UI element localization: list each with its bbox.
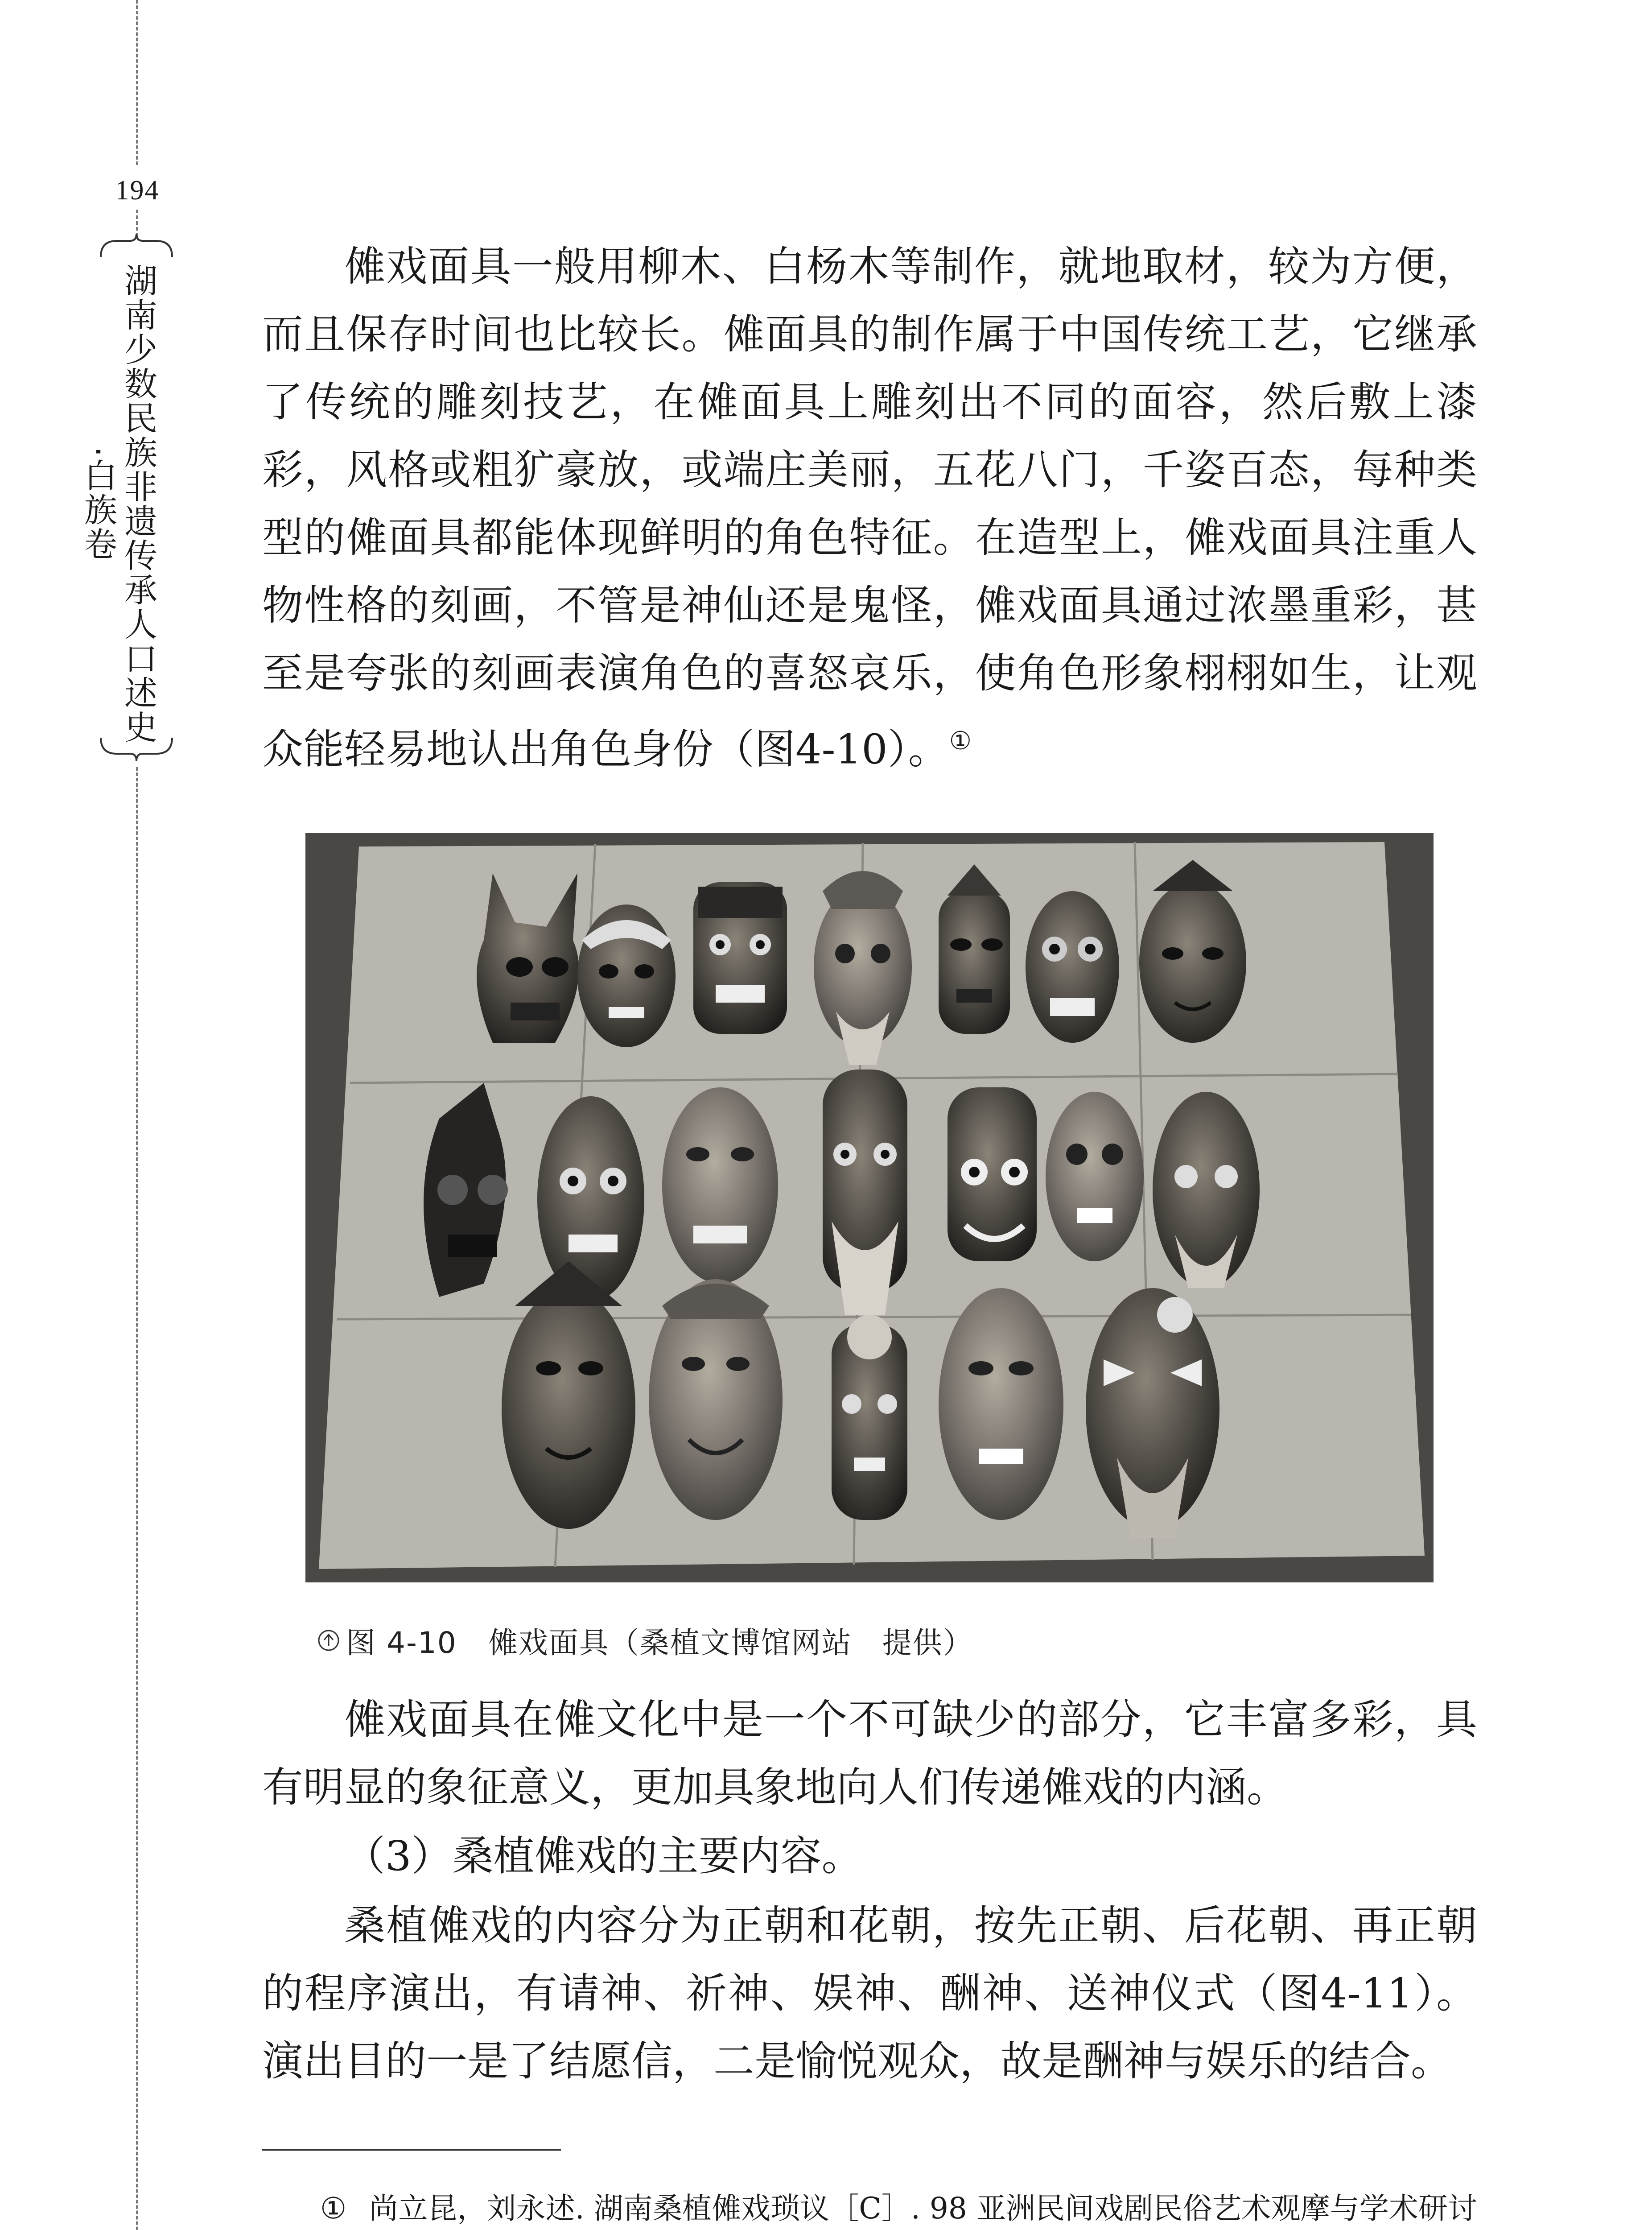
paragraph-2: 傩戏面具在傩文化中是一个不可缺少的部分，它丰富多彩，具有明显的象征意义，更加具象地向人们传递傩戏的内涵。 — [262, 1696, 1477, 1811]
paragraph-1-text: 傩戏面具一般用柳木、白杨木等制作，就地取材，较为方便，而且保存时间也比较长。傩面具的制作属于中国传统工艺，它继承了传统的雕刻技艺，在傩面具上雕刻出不同的面容，然后敷上漆彩，风格或粗犷豪放，或端庄美丽，五花八门，千姿百态，每种类型的傩面具都能体现鲜明的角色特征。在造型上，傩戏面具注重人物性格的刻画，不管是神仙还是鬼怪，傩戏面具通过浓墨重彩，甚至是夸张的刻画表演角色的喜怒哀乐，使角色形象栩栩如生，让观众能轻易地认出角色身份（图4-10）。 — [262, 243, 1477, 773]
book-title-vertical: 湖南少数民族非遗传承人口述史·白族卷 — [79, 264, 157, 744]
footnote-mark: ① — [320, 2191, 347, 2226]
margin-dash-top — [136, 0, 138, 165]
page-number: 194 — [115, 175, 160, 206]
paragraph-1 — [262, 233, 1477, 784]
section-heading-3: （3）桑植傩戏的主要内容。 — [344, 1832, 863, 1880]
masks-photo — [305, 833, 1434, 1582]
footnote-ref[interactable]: ① — [949, 727, 972, 756]
footnote-text: 尚立昆，刘永述. 湖南桑植傩戏琐议［C］. 98 亚洲民间戏剧民俗艺术观摩与学术研讨 — [369, 2191, 1477, 2226]
figure-label: 图 4-10 — [346, 1626, 457, 1660]
title-bracket-top — [99, 232, 174, 259]
up-arrow-circle-icon — [317, 1629, 340, 1652]
title-bracket-bottom — [99, 736, 174, 763]
figure-title: 傩戏面具（桑植文博馆网站 提供） — [488, 1626, 973, 1660]
figure-caption — [317, 1619, 973, 1661]
margin-dash-bottom — [136, 767, 138, 2230]
paragraph-4: 桑植傩戏的内容分为正朝和花朝，按先正朝、后花朝、再正朝的程序演出，有请神、祈神、娱神、酬神、送神仪式（图4-11）。演出目的一是了结愿信，二是愉悦观众，故是酬神与娱乐的结合。 — [262, 1902, 1477, 2085]
footnote-divider — [262, 2149, 561, 2151]
masks-photo-drawing — [305, 833, 1434, 1582]
footnote — [262, 2185, 1477, 2230]
